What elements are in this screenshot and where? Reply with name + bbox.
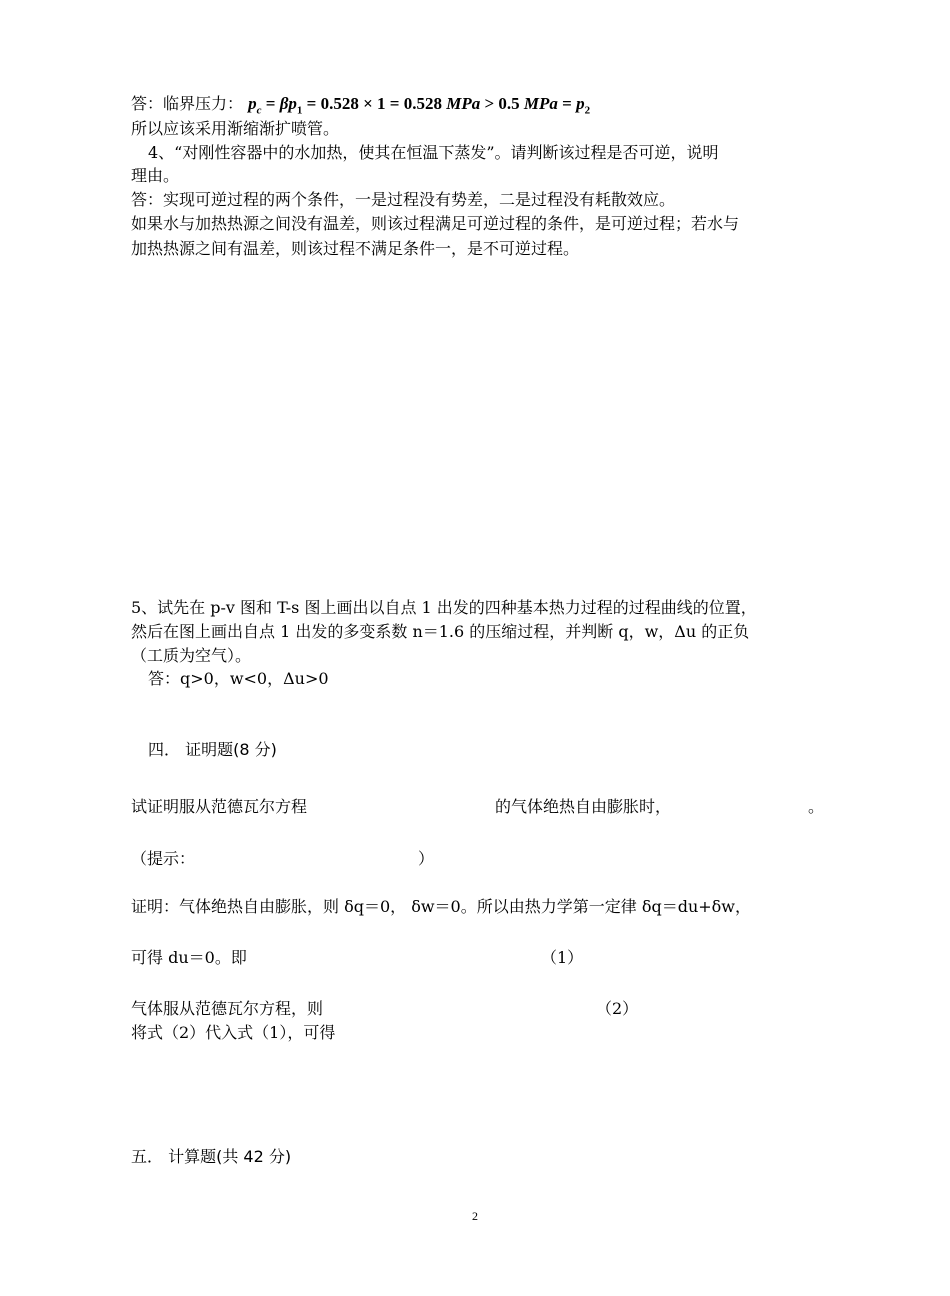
- proof-line4: 将式（2）代入式（1），可得: [131, 1023, 336, 1042]
- section4-hint-close: ）: [418, 849, 435, 868]
- section4-heading: 四． 证明题(8 分): [148, 740, 277, 759]
- proof-line1: 证明：气体绝热自由膨胀，则 δq＝0， δw＝0。所以由热力学第一定律 δq＝du+δw，: [131, 897, 751, 916]
- section4-problem-c: 。: [808, 797, 825, 816]
- section4-problem-a: 试证明服从范德瓦尔方程: [131, 797, 308, 816]
- q4-question-line1: 4、“对刚性容器中的水加热，使其在恒温下蒸发”。请判断该过程是否可逆，说明: [148, 143, 719, 162]
- q5-line1: 5、试先在 p-v 图和 T-s 图上画出以自点 1 出发的四种基本热力过程的过程曲线的位置，: [131, 598, 757, 617]
- section4-problem-b: 的气体绝热自由膨胀时，: [495, 797, 672, 816]
- q4-answer-line3: 加热热源之间有温差，则该过程不满足条件一，是不可逆过程。: [131, 239, 580, 258]
- section5-heading: 五． 计算题(共 42 分): [131, 1147, 292, 1166]
- q3-answer-label: 答：临界压力：: [131, 94, 244, 113]
- q5-answer: 答：q>0，w<0，Δu>0: [148, 669, 329, 688]
- proof-line2: 可得 du＝0。即: [131, 948, 247, 967]
- critical-pressure-formula: $p_c = \beta p_1 = 0.528 \times 1 = 0.528$ MPa > 0.5 MPa = $p_2$: [248, 94, 591, 117]
- section4-hint-open: （提示：: [131, 849, 196, 868]
- proof-line3: 气体服从范德瓦尔方程，则: [131, 999, 324, 1018]
- equation-number-1: （1）: [541, 948, 584, 967]
- q4-question-line2: 理由。: [131, 166, 180, 185]
- q5-line2: 然后在图上画出自点 1 出发的多变系数 n＝1.6 的压缩过程，并判断 q，w，Δu 的正负: [131, 622, 750, 641]
- q4-answer-line2: 如果水与加热热源之间没有温差，则该过程满足可逆过程的条件，是可逆过程；若水与: [131, 214, 740, 233]
- q3-conclusion: 所以应该采用渐缩渐扩喷管。: [131, 119, 340, 138]
- q5-line3: （工质为空气）。: [131, 646, 252, 665]
- equation-number-2: （2）: [596, 999, 639, 1018]
- q3-answer-line: [131, 94, 590, 120]
- q4-answer-line1: 答：实现可逆过程的两个条件，一是过程没有势差，二是过程没有耗散效应。: [131, 190, 676, 209]
- page-number: 2: [472, 1209, 478, 1223]
